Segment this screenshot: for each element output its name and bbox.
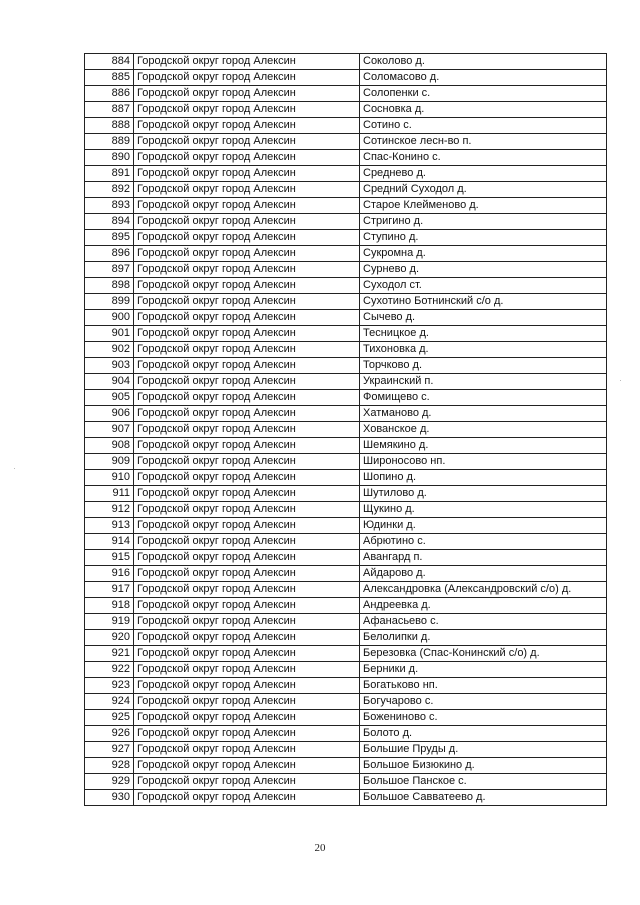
table-row	[85, 86, 607, 102]
district-cell: Городской округ город Алексин	[134, 774, 360, 790]
table-row	[85, 470, 607, 486]
locality-cell: Щукино д.	[360, 502, 607, 518]
locality-cell: Сукромна д.	[360, 246, 607, 262]
district-cell: Городской округ город Алексин	[134, 662, 360, 678]
table-row	[85, 102, 607, 118]
locality-cell: Спас-Конино с.	[360, 150, 607, 166]
table-row	[85, 534, 607, 550]
row-number: 920	[85, 630, 134, 646]
table-row	[85, 374, 607, 390]
table-row	[85, 614, 607, 630]
row-number: 918	[85, 598, 134, 614]
row-number: 921	[85, 646, 134, 662]
row-number: 906	[85, 406, 134, 422]
table-row	[85, 486, 607, 502]
row-number: 925	[85, 710, 134, 726]
locality-cell: Айдарово д.	[360, 566, 607, 582]
district-cell: Городской округ город Алексин	[134, 358, 360, 374]
scan-speck	[620, 380, 621, 381]
table-row	[85, 278, 607, 294]
locality-cell: Богатьково нп.	[360, 678, 607, 694]
locality-cell: Большое Панское с.	[360, 774, 607, 790]
row-number: 896	[85, 246, 134, 262]
row-number: 912	[85, 502, 134, 518]
locality-cell: Украинский п.	[360, 374, 607, 390]
locality-cell: Александровка (Александровский с/о) д.	[360, 582, 607, 598]
row-number: 899	[85, 294, 134, 310]
district-cell: Городской округ город Алексин	[134, 230, 360, 246]
locality-cell: Афанасьево с.	[360, 614, 607, 630]
district-cell: Городской округ город Алексин	[134, 118, 360, 134]
table-row	[85, 438, 607, 454]
row-number: 889	[85, 134, 134, 150]
table-row	[85, 166, 607, 182]
row-number: 927	[85, 742, 134, 758]
table-row	[85, 710, 607, 726]
district-cell: Городской округ город Алексин	[134, 758, 360, 774]
district-cell: Городской округ город Алексин	[134, 182, 360, 198]
locality-cell: Средний Суходол д.	[360, 182, 607, 198]
table-row	[85, 630, 607, 646]
row-number: 903	[85, 358, 134, 374]
row-number: 902	[85, 342, 134, 358]
row-number: 894	[85, 214, 134, 230]
table-row	[85, 678, 607, 694]
row-number: 901	[85, 326, 134, 342]
locality-cell: Суходол ст.	[360, 278, 607, 294]
locality-cell: Солопенки с.	[360, 86, 607, 102]
district-cell: Городской округ город Алексин	[134, 102, 360, 118]
row-number: 916	[85, 566, 134, 582]
table-row	[85, 150, 607, 166]
locality-cell: Березовка (Спас-Конинский с/о) д.	[360, 646, 607, 662]
table-row	[85, 646, 607, 662]
table-row	[85, 326, 607, 342]
table-row	[85, 662, 607, 678]
row-number: 919	[85, 614, 134, 630]
row-number: 930	[85, 790, 134, 806]
district-cell: Городской округ город Алексин	[134, 326, 360, 342]
district-cell: Городской округ город Алексин	[134, 214, 360, 230]
district-cell: Городской округ город Алексин	[134, 470, 360, 486]
district-cell: Городской округ город Алексин	[134, 454, 360, 470]
table-row	[85, 54, 607, 70]
row-number: 915	[85, 550, 134, 566]
district-cell: Городской округ город Алексин	[134, 566, 360, 582]
district-cell: Городской округ город Алексин	[134, 150, 360, 166]
locality-cell: Берники д.	[360, 662, 607, 678]
locality-cell: Большие Пруды д.	[360, 742, 607, 758]
locality-cell: Авангард п.	[360, 550, 607, 566]
row-number: 892	[85, 182, 134, 198]
table-row	[85, 758, 607, 774]
row-number: 904	[85, 374, 134, 390]
row-number: 926	[85, 726, 134, 742]
locality-cell: Юдинки д.	[360, 518, 607, 534]
locality-cell: Шемякино д.	[360, 438, 607, 454]
table-row	[85, 550, 607, 566]
district-cell: Городской округ город Алексин	[134, 278, 360, 294]
table-row	[85, 694, 607, 710]
row-number: 893	[85, 198, 134, 214]
row-number: 907	[85, 422, 134, 438]
settlements-table	[84, 53, 607, 806]
row-number: 922	[85, 662, 134, 678]
district-cell: Городской округ город Алексин	[134, 390, 360, 406]
table-row	[85, 70, 607, 86]
district-cell: Городской округ город Алексин	[134, 310, 360, 326]
table-row	[85, 454, 607, 470]
district-cell: Городской округ город Алексин	[134, 550, 360, 566]
row-number: 909	[85, 454, 134, 470]
district-cell: Городской округ город Алексин	[134, 294, 360, 310]
row-number: 885	[85, 70, 134, 86]
locality-cell: Шопино д.	[360, 470, 607, 486]
locality-cell: Торчково д.	[360, 358, 607, 374]
row-number: 908	[85, 438, 134, 454]
district-cell: Городской округ город Алексин	[134, 678, 360, 694]
locality-cell: Стригино д.	[360, 214, 607, 230]
district-cell: Городской округ город Алексин	[134, 70, 360, 86]
district-cell: Городской округ город Алексин	[134, 422, 360, 438]
row-number: 910	[85, 470, 134, 486]
district-cell: Городской округ город Алексин	[134, 342, 360, 358]
district-cell: Городской округ город Алексин	[134, 790, 360, 806]
table-row	[85, 198, 607, 214]
row-number: 887	[85, 102, 134, 118]
locality-cell: Болото д.	[360, 726, 607, 742]
district-cell: Городской округ город Алексин	[134, 438, 360, 454]
row-number: 923	[85, 678, 134, 694]
page-number: 20	[314, 842, 326, 854]
table-row	[85, 726, 607, 742]
row-number: 929	[85, 774, 134, 790]
district-cell: Городской округ город Алексин	[134, 406, 360, 422]
table-row	[85, 582, 607, 598]
district-cell: Городской округ город Алексин	[134, 534, 360, 550]
row-number: 905	[85, 390, 134, 406]
locality-cell: Фомищево с.	[360, 390, 607, 406]
district-cell: Городской округ город Алексин	[134, 742, 360, 758]
table-row	[85, 774, 607, 790]
row-number: 900	[85, 310, 134, 326]
locality-cell: Старое Клейменово д.	[360, 198, 607, 214]
locality-cell: Сурнево д.	[360, 262, 607, 278]
table-row	[85, 502, 607, 518]
locality-cell: Большое Савватеево д.	[360, 790, 607, 806]
table-row	[85, 358, 607, 374]
row-number: 914	[85, 534, 134, 550]
locality-cell: Белолипки д.	[360, 630, 607, 646]
row-number: 888	[85, 118, 134, 134]
locality-cell: Сосновка д.	[360, 102, 607, 118]
district-cell: Городской округ город Алексин	[134, 694, 360, 710]
table-row	[85, 518, 607, 534]
table-row	[85, 566, 607, 582]
locality-cell: Хатманово д.	[360, 406, 607, 422]
locality-cell: Хованское д.	[360, 422, 607, 438]
table-row	[85, 598, 607, 614]
locality-cell: Шутилово д.	[360, 486, 607, 502]
table-row	[85, 294, 607, 310]
locality-cell: Абрютино с.	[360, 534, 607, 550]
locality-cell: Сычево д.	[360, 310, 607, 326]
locality-cell: Боженинoво с.	[360, 710, 607, 726]
district-cell: Городской округ город Алексин	[134, 198, 360, 214]
table-row	[85, 742, 607, 758]
locality-cell: Соломасово д.	[360, 70, 607, 86]
locality-cell: Широносово нп.	[360, 454, 607, 470]
district-cell: Городской округ город Алексин	[134, 246, 360, 262]
row-number: 911	[85, 486, 134, 502]
table-row	[85, 182, 607, 198]
district-cell: Городской округ город Алексин	[134, 134, 360, 150]
row-number: 913	[85, 518, 134, 534]
row-number: 917	[85, 582, 134, 598]
locality-cell: Ступино д.	[360, 230, 607, 246]
table-row	[85, 310, 607, 326]
locality-cell: Соколово д.	[360, 54, 607, 70]
locality-cell: Сотинское лесн-во п.	[360, 134, 607, 150]
district-cell: Городской округ город Алексин	[134, 582, 360, 598]
district-cell: Городской округ город Алексин	[134, 486, 360, 502]
row-number: 891	[85, 166, 134, 182]
row-number: 924	[85, 694, 134, 710]
settlements-table-body	[85, 54, 607, 806]
district-cell: Городской округ город Алексин	[134, 374, 360, 390]
locality-cell: Тесницкое д.	[360, 326, 607, 342]
table-row	[85, 230, 607, 246]
district-cell: Городской округ город Алексин	[134, 86, 360, 102]
locality-cell: Тихоновка д.	[360, 342, 607, 358]
table-row	[85, 422, 607, 438]
row-number: 898	[85, 278, 134, 294]
district-cell: Городской округ город Алексин	[134, 726, 360, 742]
district-cell: Городской округ город Алексин	[134, 262, 360, 278]
table-row	[85, 262, 607, 278]
locality-cell: Среднево д.	[360, 166, 607, 182]
district-cell: Городской округ город Алексин	[134, 54, 360, 70]
table-row	[85, 390, 607, 406]
table-row	[85, 134, 607, 150]
district-cell: Городской округ город Алексин	[134, 710, 360, 726]
locality-cell: Богучарово с.	[360, 694, 607, 710]
district-cell: Городской округ город Алексин	[134, 518, 360, 534]
row-number: 886	[85, 86, 134, 102]
scan-speck	[14, 468, 15, 469]
row-number: 884	[85, 54, 134, 70]
district-cell: Городской округ город Алексин	[134, 502, 360, 518]
district-cell: Городской округ город Алексин	[134, 630, 360, 646]
district-cell: Городской округ город Алексин	[134, 646, 360, 662]
table-row	[85, 118, 607, 134]
district-cell: Городской округ город Алексин	[134, 614, 360, 630]
row-number: 928	[85, 758, 134, 774]
locality-cell: Большое Бизюкино д.	[360, 758, 607, 774]
locality-cell: Сухотино Ботнинский с/о д.	[360, 294, 607, 310]
district-cell: Городской округ город Алексин	[134, 166, 360, 182]
district-cell: Городской округ город Алексин	[134, 598, 360, 614]
table-row	[85, 342, 607, 358]
table-row	[85, 246, 607, 262]
locality-cell: Андреевка д.	[360, 598, 607, 614]
locality-cell: Сотино с.	[360, 118, 607, 134]
table-row	[85, 790, 607, 806]
row-number: 890	[85, 150, 134, 166]
table-row	[85, 406, 607, 422]
table-row	[85, 214, 607, 230]
row-number: 897	[85, 262, 134, 278]
row-number: 895	[85, 230, 134, 246]
